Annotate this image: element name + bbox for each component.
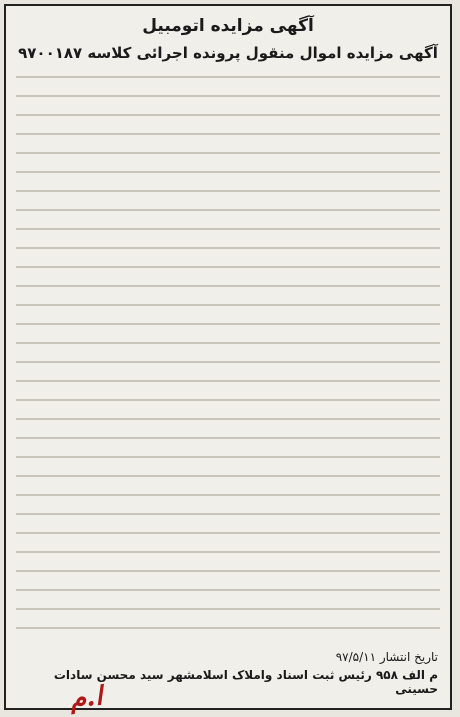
publish-date: تاریخ انتشار ۹۷/۵/۱۱	[335, 650, 438, 664]
notice-subtitle: آگهی مزایده اموال منقول پرونده اجرائی کلاسه ۹۷۰۰۱۸۷	[18, 44, 438, 62]
signature-line: م الف ۹۵۸ رئیس ثبت اسناد واملاک اسلامشهر سید محسن سادات حسینی	[53, 668, 438, 696]
handwritten-stamp-icon: ا.م	[68, 681, 104, 715]
notice-frame	[4, 4, 452, 710]
notice-title: آگهی مزایده اتومبیل	[142, 16, 314, 36]
notice-body	[16, 76, 440, 636]
